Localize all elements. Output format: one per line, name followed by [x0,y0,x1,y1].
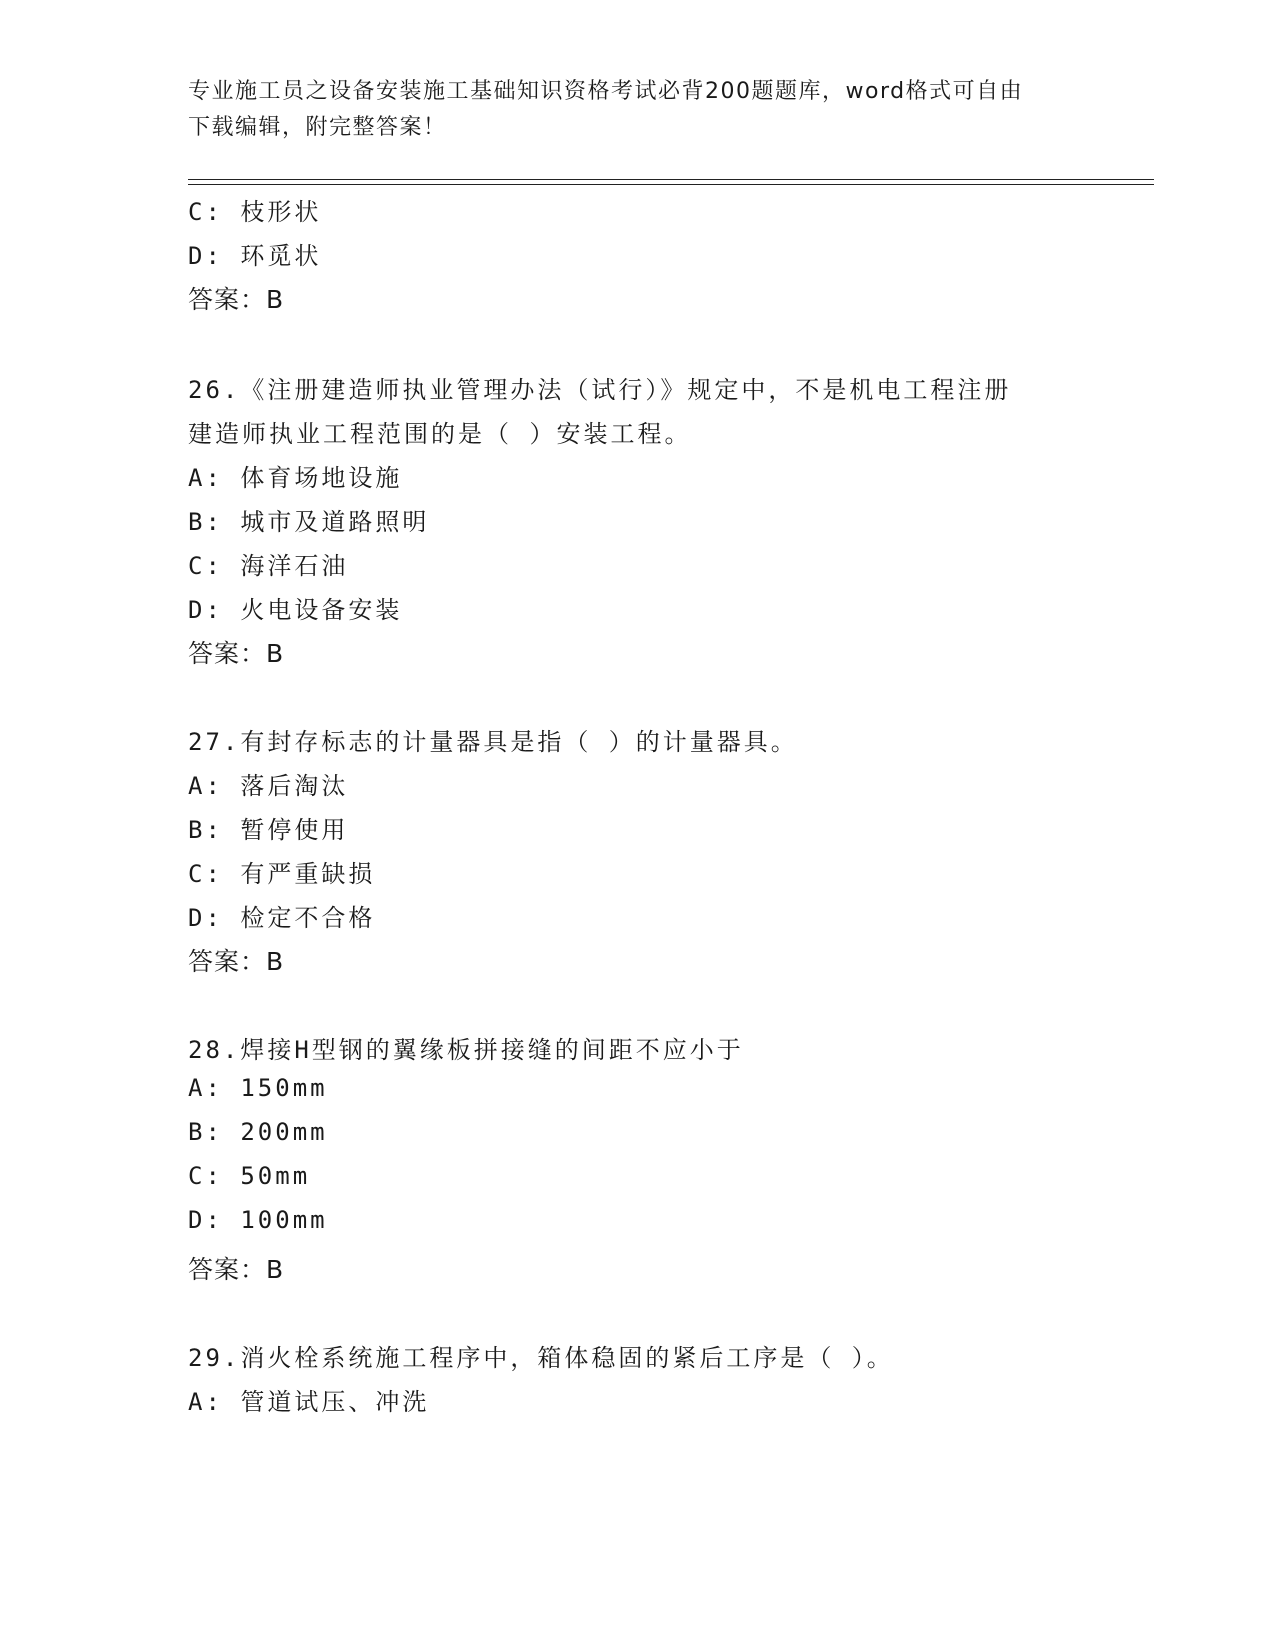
q26-stem-line-1: 26.《注册建造师执业管理办法（试行）》规定中，不是机电工程注册 [188,376,1012,404]
q27-option-b: B: 暂停使用 [188,816,349,844]
q27-option-c: C: 有严重缺损 [188,860,376,888]
q28-option-a: A: 150mm [188,1074,328,1102]
q25-answer: 答案：B [188,285,285,314]
q28-option-d: D: 100mm [188,1206,328,1234]
q26-option-b: B: 城市及道路照明 [188,508,430,536]
q28-option-b: B: 200mm [188,1118,328,1146]
q28-option-c: C: 50mm [188,1162,311,1190]
q26-stem-line-2: 建造师执业工程范围的是（ ）安装工程。 [188,420,692,448]
q25-option-c: C: 枝形状 [188,198,322,226]
header-line-2: 下载编辑，附完整答案！ [188,115,447,140]
q27-option-a: A: 落后淘汰 [188,772,349,800]
q28-answer: 答案：B [188,1255,285,1284]
q26-answer: 答案：B [188,639,285,668]
q26-option-a: A: 体育场地设施 [188,464,403,492]
q29-stem: 29.消火栓系统施工程序中，箱体稳固的紧后工序是（ ）。 [188,1344,894,1372]
q27-option-d: D: 检定不合格 [188,904,376,932]
q26-option-c: C: 海洋石油 [188,552,349,580]
header-line-1: 专业施工员之设备安装施工基础知识资格考试必背200题题库，word格式可自由 [188,79,1024,104]
q27-stem: 27.有封存标志的计量器具是指（ ）的计量器具。 [188,728,798,756]
header-rule-bottom [188,184,1154,185]
q26-option-d: D: 火电设备安装 [188,596,403,624]
q27-answer: 答案：B [188,947,285,976]
document-header [188,74,1088,146]
q25-option-d: D: 环觅状 [188,242,322,270]
q29-option-a: A: 管道试压、冲洗 [188,1388,430,1416]
q28-stem: 28.焊接H型钢的翼缘板拼接缝的间距不应小于 [188,1036,744,1064]
header-rule-top [188,179,1154,180]
